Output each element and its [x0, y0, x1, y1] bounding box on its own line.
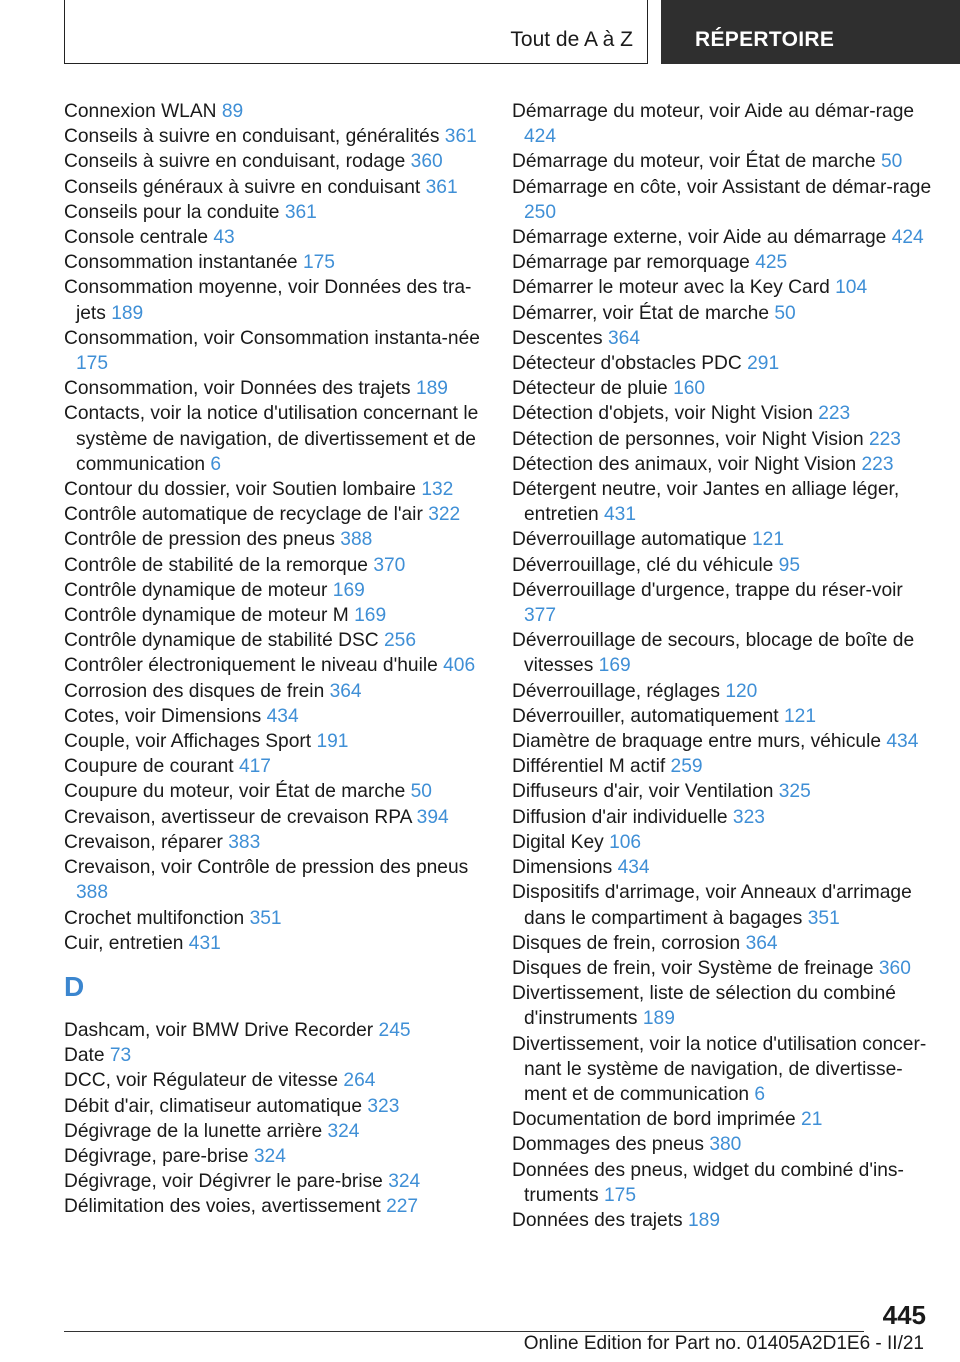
index-entry [512, 225, 932, 250]
index-entry-text: Différentiel M actif [512, 756, 666, 778]
index-entry [64, 603, 484, 628]
index-entry-page-link[interactable]: 324 [253, 1145, 286, 1167]
index-entry [512, 401, 932, 426]
index-entry [512, 1032, 932, 1108]
chapter-tab[interactable] [661, 0, 960, 64]
index-entry-text: Contrôle dynamique de moteur M [64, 605, 349, 627]
index-entry-text: Dispositifs d'arrimage, voir Anneaux d'arrimage dans le compartiment à bagages [512, 882, 912, 929]
index-entry [64, 502, 484, 527]
page-header [0, 0, 960, 66]
index-list-d-continued [512, 99, 932, 1233]
index-entry-text: Consommation moyenne, voir Données des tra‐jets [64, 277, 472, 324]
index-entry-text: Démarrage externe, voir Aide au démarrage [512, 227, 887, 249]
index-entry-page-link[interactable]: 364 [745, 932, 778, 954]
index-entry-page-link[interactable]: 227 [386, 1196, 419, 1218]
index-entry-text: Démarrage du moteur, voir État de marche [512, 151, 876, 173]
index-entry [512, 704, 932, 729]
index-entry-text: Conseils généraux à suivre en conduisant [64, 176, 421, 198]
index-entry [64, 200, 484, 225]
index-entry-page-link[interactable]: 434 [266, 705, 299, 727]
index-entry [64, 704, 484, 729]
index-entry-text: Contrôle de pression des pneus [64, 529, 335, 551]
index-entry [64, 679, 484, 704]
index-entry [512, 452, 932, 477]
index-entry-text: DCC, voir Régulateur de vitesse [64, 1070, 339, 1092]
index-entry-text: Crevaison, réparer [64, 831, 223, 853]
index-entry-text: Crevaison, voir Contrôle de pression des pneus [64, 857, 469, 879]
index-entry [512, 376, 932, 401]
index-entry-page-link[interactable]: 388 [340, 529, 373, 551]
index-entry [64, 1068, 484, 1093]
index-entry-text: Date [64, 1045, 105, 1067]
index-entry-text: Déverrouillage, réglages [512, 680, 720, 702]
index-entry-text: Détection de personnes, voir Night Vision [512, 428, 864, 450]
index-entry-text: Connexion WLAN [64, 101, 217, 122]
index-entry [64, 1018, 484, 1043]
index-entry-text: Coupure du moteur, voir État de marche [64, 781, 406, 803]
index-entry-text: Diffuseurs d'air, voir Ventilation [512, 781, 774, 803]
index-entry [64, 1119, 484, 1144]
index-entry [64, 805, 484, 830]
index-entry [512, 830, 932, 855]
index-entry-text: Conseils à suivre en conduisant, rodage [64, 151, 406, 173]
index-entry-text: Détecteur de pluie [512, 378, 668, 400]
index-entry-page-link[interactable]: 175 [302, 252, 335, 274]
index-entry-text: Conseils à suivre en conduisant, généralités [64, 126, 440, 148]
index-entry-page-link[interactable]: 256 [383, 630, 416, 652]
footer-divider [64, 1331, 864, 1332]
index-entry-page-link[interactable]: 370 [373, 554, 406, 576]
index-entry [512, 679, 932, 704]
index-entry-page-link[interactable]: 264 [343, 1070, 376, 1092]
index-entry-page-link[interactable]: 121 [752, 529, 785, 551]
index-entry [512, 981, 932, 1031]
index-entry [64, 250, 484, 275]
index-entry-page-link[interactable]: 191 [316, 731, 349, 753]
index-entry [64, 830, 484, 855]
index-entry [512, 527, 932, 552]
index-entry [64, 275, 484, 325]
index-entry [64, 1094, 484, 1119]
index-entry [512, 628, 932, 678]
index-entry-text: Déverrouillage, clé du véhicule [512, 554, 774, 576]
index-entry [512, 99, 932, 149]
index-entry-text: Contrôle dynamique de stabilité DSC [64, 630, 379, 652]
index-column-left [64, 99, 484, 1220]
index-entry [512, 301, 932, 326]
index-entry-page-link[interactable]: 223 [868, 428, 901, 450]
index-entry [64, 855, 484, 905]
index-entry-page-link[interactable]: 360 [410, 151, 443, 173]
index-entry-page-link[interactable]: 50 [881, 151, 903, 173]
index-entry-page-link[interactable]: 89 [221, 101, 244, 122]
index-entry-text: Dommages des pneus [512, 1134, 704, 1156]
index-entry [512, 1107, 932, 1132]
index-entry-text: Contour du dossier, voir Soutien lombaire [64, 479, 416, 501]
index-entry [512, 149, 932, 174]
index-entry [512, 275, 932, 300]
index-entry-text: Documentation de bord imprimée [512, 1109, 796, 1131]
index-entry [512, 553, 932, 578]
index-entry-page-link[interactable]: 132 [421, 479, 454, 501]
index-entry-text: Contrôler électroniquement le niveau d'huile [64, 655, 438, 677]
index-entry-text: Divertissement, voir la notice d'utilisation concer‐nant le système de navigation, de divertisse‐ment et de communication [512, 1033, 927, 1105]
index-entry [512, 1158, 932, 1208]
index-entry-page-link[interactable]: 388 [76, 882, 109, 904]
index-entry-page-link[interactable]: 351 [249, 907, 282, 929]
index-entry-page-link[interactable]: 325 [778, 781, 811, 803]
index-entry-text: Consommation, voir Données des trajets [64, 378, 411, 400]
index-entry [64, 906, 484, 931]
index-entry-page-link[interactable]: 364 [329, 680, 362, 702]
index-entry-page-link[interactable]: 169 [332, 579, 365, 601]
index-entry-page-link[interactable]: 169 [598, 655, 631, 677]
index-entry-text: Déverrouillage d'urgence, trappe du réser‐voir [512, 579, 903, 601]
index-entry [64, 149, 484, 174]
index-entry [64, 477, 484, 502]
index-entry-page-link[interactable]: 383 [228, 831, 261, 853]
index-entry-page-link[interactable]: 424 [524, 126, 557, 148]
index-entry [64, 553, 484, 578]
index-entry-text: Contrôle dynamique de moteur [64, 579, 328, 601]
index-entry-text: Cotes, voir Dimensions [64, 705, 262, 727]
index-entry [64, 1144, 484, 1169]
index-entry [512, 477, 932, 527]
index-entry-page-link[interactable]: 189 [688, 1209, 721, 1231]
footer-edition: Online Edition for Part no. 01405A2D1E6 - II/21 [523, 1333, 924, 1354]
index-entry [512, 326, 932, 351]
page-number: 445 [882, 1300, 926, 1330]
index-entry-page-link[interactable]: 223 [861, 453, 894, 475]
index-entry [64, 1043, 484, 1068]
index-entry-page-link[interactable]: 175 [76, 353, 109, 375]
index-entry-page-link[interactable]: 6 [754, 1083, 766, 1105]
index-entry-text: Démarrer, voir État de marche [512, 302, 769, 324]
index-column-right [512, 99, 932, 1233]
index-entry-page-link[interactable]: 6 [210, 453, 222, 475]
index-entry-text: Diamètre de braquage entre murs, véhicule [512, 731, 882, 753]
index-list-c [64, 99, 484, 956]
index-entry-page-link[interactable]: 394 [416, 806, 449, 828]
index-entry [64, 225, 484, 250]
index-entry-page-link[interactable]: 364 [608, 327, 641, 349]
index-entry-text: Cuir, entretien [64, 932, 184, 954]
index-entry-text: Coupure de courant [64, 756, 234, 778]
index-entry [512, 805, 932, 830]
index-entry-text: Dimensions [512, 857, 613, 879]
index-entry-text: Diffusion d'air individuelle [512, 806, 728, 828]
section-tab-label: Tout de A à Z [510, 28, 633, 51]
index-entry-page-link[interactable]: 406 [443, 655, 476, 677]
index-entry [64, 401, 484, 477]
index-entry [512, 175, 932, 225]
index-entry-page-link[interactable]: 417 [238, 756, 271, 778]
index-entry [64, 578, 484, 603]
index-entry [64, 779, 484, 804]
index-entry-page-link[interactable]: 360 [878, 957, 911, 979]
index-entry [64, 653, 484, 678]
index-entry-text: Démarrage du moteur, voir Aide au démar‐rage [512, 101, 915, 122]
index-entry-text: Déverrouillage de secours, blocage de boîte de vitesses [512, 630, 915, 677]
index-entry-text: Contacts, voir la notice d'utilisation concernant le système de navigation, de divertissement et de communication [64, 403, 479, 475]
index-entry-page-link[interactable]: 291 [747, 353, 780, 375]
index-entry-page-link[interactable]: 106 [609, 831, 642, 853]
index-entry [512, 754, 932, 779]
index-entry-text: Démarrer le moteur avec la Key Card [512, 277, 830, 299]
index-entry-page-link[interactable]: 323 [367, 1095, 400, 1117]
index-entry-page-link[interactable]: 73 [109, 1045, 132, 1067]
index-entry-text: Données des pneus, widget du combiné d'ins‐truments [512, 1159, 904, 1206]
index-entry-page-link[interactable]: 50 [774, 302, 796, 324]
index-entry-text: Crochet multifonction [64, 907, 245, 929]
section-letter: D [64, 970, 85, 1002]
index-entry-page-link[interactable]: 104 [835, 277, 868, 299]
index-entry [64, 729, 484, 754]
index-entry-text: Divertissement, liste de sélection du combiné d'instruments [512, 983, 896, 1030]
index-list-d [64, 1018, 484, 1220]
index-entry-text: Dégivrage, voir Dégivrer le pare-brise [64, 1171, 383, 1193]
index-entry [512, 250, 932, 275]
index-entry-text: Dégivrage de la lunette arrière [64, 1120, 323, 1142]
index-entry-page-link[interactable]: 121 [783, 705, 816, 727]
index-entry [512, 779, 932, 804]
index-entry [512, 880, 932, 930]
index-entry-text: Disques de frein, corrosion [512, 932, 741, 954]
index-entry-page-link[interactable]: 324 [327, 1120, 360, 1142]
index-entry-text: Délimitation des voies, avertissement [64, 1196, 381, 1218]
index-entry-text: Consommation instantanée [64, 252, 298, 274]
index-entry-page-link[interactable]: 95 [778, 554, 800, 576]
index-entry-text: Démarrage en côte, voir Assistant de démar‐rage [512, 176, 932, 198]
index-entry-page-link[interactable]: 169 [354, 605, 387, 627]
index-entry-text: Détecteur d'obstacles PDC [512, 353, 742, 375]
index-entry-text: Consommation, voir Consommation instanta‐née [64, 327, 480, 349]
index-entry [512, 855, 932, 880]
index-entry-page-link[interactable]: 245 [378, 1019, 411, 1041]
chapter-tab-label: RÉPERTOIRE [695, 28, 835, 51]
index-entry [64, 754, 484, 779]
index-entry-page-link[interactable]: 361 [425, 176, 458, 198]
index-entry-page-link[interactable]: 424 [891, 227, 924, 249]
index-entry-page-link[interactable]: 377 [524, 605, 557, 627]
index-entry-page-link[interactable]: 323 [732, 806, 765, 828]
index-entry-page-link[interactable]: 50 [410, 781, 432, 803]
index-entry-text: Déverrouillage automatique [512, 529, 747, 551]
index-entry-page-link[interactable]: 431 [188, 932, 221, 954]
index-entry [512, 1208, 932, 1233]
index-entry-page-link[interactable]: 189 [111, 302, 144, 324]
index-entry-text: Contrôle automatique de recyclage de l'air [64, 504, 423, 526]
index-entry-page-link[interactable]: 223 [818, 403, 851, 425]
index-entry [512, 578, 932, 628]
index-entry-text: Données des trajets [512, 1209, 683, 1231]
index-entry-page-link[interactable]: 431 [604, 504, 637, 526]
index-entry-text: Corrosion des disques de frein [64, 680, 325, 702]
index-entry [64, 1169, 484, 1194]
index-entry [64, 628, 484, 653]
index-entry [64, 175, 484, 200]
index-entry-text: Crevaison, avertisseur de crevaison RPA [64, 806, 412, 828]
index-entry [512, 931, 932, 956]
index-entry-page-link[interactable]: 351 [807, 907, 840, 929]
index-entry-text: Disques de frein, voir Système de freinage [512, 957, 874, 979]
index-entry-page-link[interactable]: 189 [642, 1008, 675, 1030]
index-entry-text: Couple, voir Affichages Sport [64, 731, 312, 753]
index-entry-page-link[interactable]: 259 [670, 756, 703, 778]
index-entry-text: Démarrage par remorquage [512, 252, 750, 274]
index-entry-page-link[interactable]: 175 [604, 1184, 637, 1206]
index-entry-page-link[interactable]: 434 [617, 857, 650, 879]
index-entry-text: Dégivrage, pare-brise [64, 1145, 249, 1167]
index-entry-page-link[interactable]: 120 [725, 680, 758, 702]
index-entry [512, 1132, 932, 1157]
index-entry-page-link[interactable]: 160 [673, 378, 706, 400]
index-entry-page-link[interactable]: 324 [388, 1171, 421, 1193]
index-entry-text: Console centrale [64, 227, 208, 249]
index-entry-text: Digital Key [512, 831, 604, 853]
index-entry-page-link[interactable]: 43 [213, 227, 235, 249]
index-entry [64, 931, 484, 956]
index-entry [64, 99, 484, 124]
index-entry [512, 427, 932, 452]
index-entry-text: Débit d'air, climatiseur automatique [64, 1095, 363, 1117]
index-entry-page-link[interactable]: 189 [415, 378, 448, 400]
section-tab[interactable] [64, 0, 648, 64]
index-entry [64, 376, 484, 401]
index-entry [64, 1194, 484, 1219]
index-entry-page-link[interactable]: 425 [755, 252, 788, 274]
index-entry-page-link[interactable]: 361 [284, 201, 317, 223]
index-entry [64, 527, 484, 552]
index-entry-page-link[interactable]: 380 [709, 1134, 742, 1156]
index-entry-text: Détergent neutre, voir Jantes en alliage léger, entretien [512, 479, 900, 526]
index-entry [64, 326, 484, 376]
index-entry-text: Contrôle de stabilité de la remorque [64, 554, 368, 576]
index-entry [512, 729, 932, 754]
index-entry [512, 351, 932, 376]
index-entry-text: Détection des animaux, voir Night Vision [512, 453, 857, 475]
index-entry-text: Détection d'objets, voir Night Vision [512, 403, 813, 425]
index-entry-page-link[interactable]: 250 [524, 201, 557, 223]
index-entry-text: Descentes [512, 327, 603, 349]
index-entry-page-link[interactable]: 21 [801, 1109, 823, 1131]
index-entry-page-link[interactable]: 434 [886, 731, 919, 753]
index-entry [64, 124, 484, 149]
index-entry-text: Dashcam, voir BMW Drive Recorder [64, 1019, 374, 1041]
index-entry-text: Déverrouiller, automatiquement [512, 705, 779, 727]
index-entry-page-link[interactable]: 361 [444, 126, 477, 148]
index-entry [512, 956, 932, 981]
index-entry-page-link[interactable]: 322 [428, 504, 461, 526]
index-entry-text: Conseils pour la conduite [64, 201, 280, 223]
